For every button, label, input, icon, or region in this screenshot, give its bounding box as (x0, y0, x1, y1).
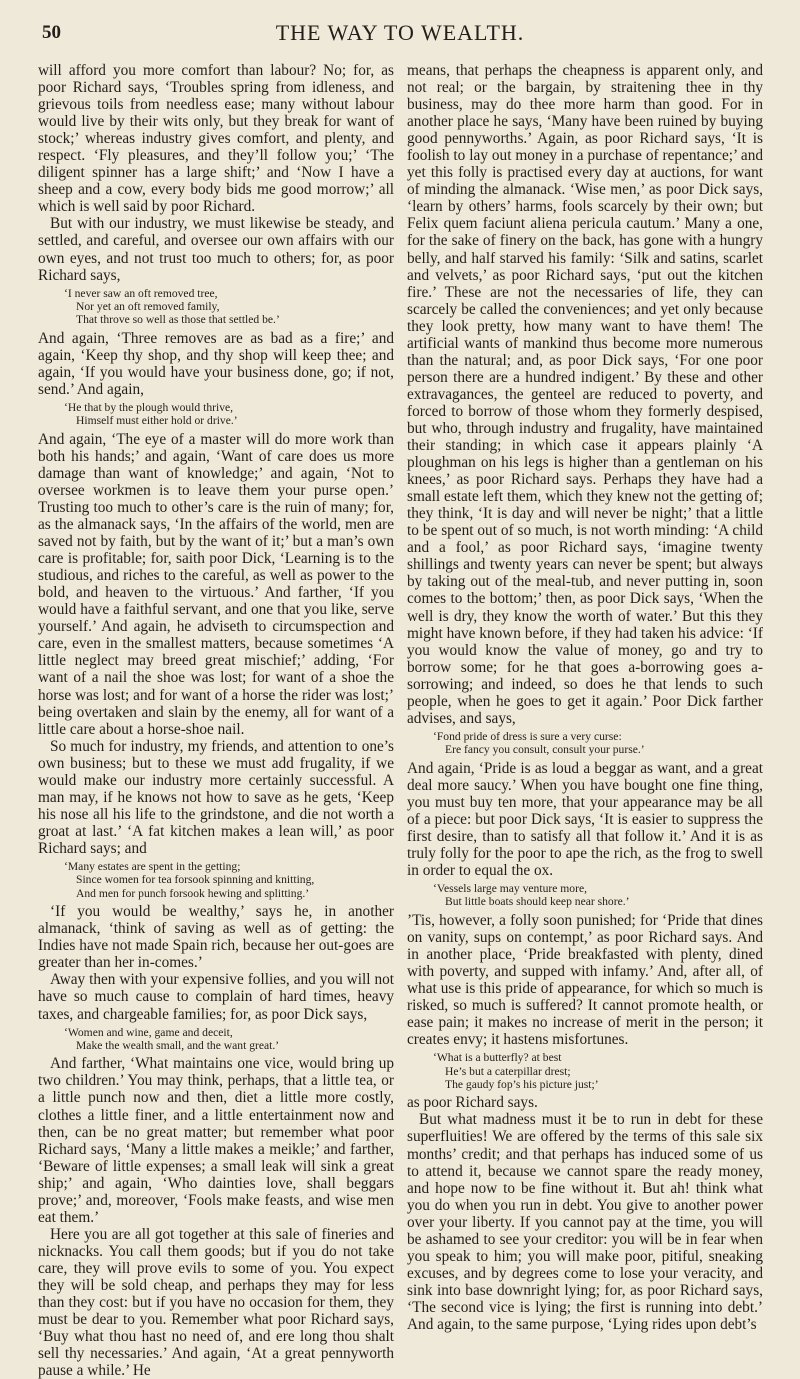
paragraph: as poor Richard says. (407, 1094, 538, 1112)
verse-line: ‘He that by the plough would thrive, (64, 401, 234, 415)
verse-quote (407, 730, 763, 757)
verse-line: That throve so well as those that settled be.’ (76, 313, 280, 327)
paragraph: But what madness must it be to run in debt for these superfluities! We are offered by the terms of this sale six months’ credit; and that perhaps has induced some of us to attend it, because we cannot spare the ready money, and hope now to be fine without it. But ah! think what you do when you run in debt. You give to another power over your liberty. If you cannot pay at the time, you will be ashamed to see your creditor: you will be in fear when you speak to him; you will make poor, pitiful, sneaking excuses, and by degrees come to lose your veracity, and sink into base downright lying; for, as poor Richard says, ‘The second vice is lying; the first is running into debt.’ And again, to the same purpose, ‘Lying rides upon debt’s (407, 1111, 763, 1333)
verse-line: ‘What is a butterfly? at best (433, 1051, 562, 1065)
verse-quote (407, 882, 763, 909)
verse-line: The gaudy fop’s his picture just;’ (445, 1077, 599, 1091)
paragraph: will afford you more comfort than labour? No; for, as poor Richard says, ‘Troubles spring from idleness, and grievous toils from needless ease; many without labour would live by their wits only, but they break for want of stock;’ whereas industry gives comfort, and plenty, and respect. ‘Fly pleasures, and they’ll follow you;’ ‘The diligent spinner has a large shift;’ and ‘Now I have a sheep and a cow, every body bids me good morrow;’ all which is well said by poor Richard. (38, 62, 394, 216)
paragraph: ’Tis, however, a folly soon punished; for ‘Pride that dines on vanity, sups on contempt,’ as poor Richard says. And in another place, ‘Pride breakfasted with plenty, dined with poverty, and supped with infamy.’ And, after all, of what use is this pride of appearance, for which so much is risked, so much is suffered? It cannot promote health, or ease pain; it makes no increase of merit in the person; it creates envy; it hastens misfortunes. (407, 911, 763, 1049)
paragraph: And farther, ‘What maintains one vice, would bring up two children.’ You may think, perhaps, that a little tea, or a little punch now and then, diet a little more costly, clothes a little finer, and a little entertainment now and then, can be no great matter; but remember what poor Richard says, ‘Many a little makes a meikle;’ and farther, ‘Beware of little expenses; a small leak will sink a great ship;’ and again, ‘Who dainties love, shall beggars prove;’ and, moreover, ‘Fools make feasts, and wise men eat them.’ (38, 1055, 394, 1226)
left-column (38, 62, 394, 1379)
verse-line: ‘Women and wine, game and deceit, (64, 1025, 233, 1039)
paragraph: And again, ‘Pride is as loud a beggar as want, and a great deal more saucy.’ When you have bought one fine thing, you must buy ten more, that your appearance may be all of a piece: but poor Dick says, ‘It is easier to suppress the first desire, than to satisfy all that follow it.’ And it is as truly folly for the poor to ape the rich, as the frog to swell in order to equal the ox. (407, 759, 763, 879)
verse-line: Nor yet an oft removed family, (76, 300, 220, 314)
running-title: THE WAY TO WEALTH. (275, 20, 525, 45)
paragraph: means, that perhaps the cheapness is apparent only, and not real; or the bargain, by straitening thee in thy business, may do thee more harm than good. For in another place he says, ‘Many have been ruined by buying good pennyworths.’ Again, as poor Richard says, ‘It is foolish to lay out money in a purchase of repentance;’ and yet this folly is practised every day at auctions, for want of minding the almanack. ‘Wise men,’ as poor Dick says, ‘learn by others’ harms, fools scarcely by their own; but Felix quem faciunt aliena pericula cautum.’ Many a one, for the sake of finery on the back, has gone with a hungry belly, and half starved his family: ‘Silk and satins, scarlet and velvets,’ as poor Richard says, ‘put out the kitchen fire.’ These are not the necessaries of life, they can scarcely be called the conveniences; and yet only because they look pretty, how many want to have them! The artificial wants of mankind thus become more numerous than the natural; and, as poor Dick says, ‘For one poor person there are a hundred indigent.’ By these and other extravagances, the genteel are reduced to poverty, and forced to borrow of those whom they formerly despised, but who, through industry and frugality, have maintained their standing; in which case it appears plainly ‘A ploughman on his legs is higher than a gentleman on his knees,’ as poor Richard says. Perhaps they have had a small estate left them, which they knew not the getting of; they think, ‘It is day and will never be night;’ that a little to be spent out of so much, is not worth minding: ‘A child and a fool,’ as poor Richard says, ‘imagine twenty shillings and twenty years can never be spent; but always by taking out of the meal-tub, and never putting in, soon comes to the bottom;’ then, as poor Dick says, ‘When the well is dry, they know the worth of water.’ But this they might have known before, if they had taken his advice: ‘If you would know the value of money, go and try to borrow some; for he that goes a-borrowing goes a-sorrowing; and indeed, so does he that lends to such people, when he goes to get it again.’ Poor Dick farther advises, and says, (407, 62, 763, 727)
verse-line: Since women for tea forsook spinning and knitting, (76, 873, 315, 887)
verse-line: But little boats should keep near shore.’ (445, 895, 630, 909)
right-column (407, 62, 763, 1333)
paragraph: ‘If you would be wealthy,’ says he, in another almanack, ‘think of saving as well as of getting: the Indies have not made Spain rich, because her out-goes are greater than her in-comes.’ (38, 903, 394, 972)
page-number: 50 (42, 22, 61, 43)
verse-line: ‘Fond pride of dress is sure a very curse: (433, 729, 622, 743)
verse-line: ‘Many estates are spent in the getting; (64, 860, 241, 873)
verse-quote (38, 1026, 394, 1053)
paragraph: So much for industry, my friends, and attention to one’s own business; but to these we must add frugality, if we would make our industry more certainly successful. A man may, if he knows not how to save as he gets, ‘Keep his nose all his life to the grindstone, and die not worth a groat at last.’ ‘A fat kitchen makes a lean will,’ as poor Richard says; and (38, 737, 394, 857)
paragraph: Away then with your expensive follies, and you will not have so much cause to complain of hard times, heavy taxes, and chargeable families; for, as poor Dick says, (38, 971, 394, 1023)
verse-line: And men for punch forsook hewing and splitting.’ (76, 886, 310, 900)
paragraph: And again, ‘The eye of a master will do more work than both his hands;’ and again, ‘Want of care does us more damage than want of knowledge;’ and again, ‘Not to oversee workmen is to leave them your purse open.’ Trusting too much to other’s care is the ruin of many; for, as the almanack says, ‘In the affairs of the world, men are saved not by faith, but by the want of it;’ but a man’s own care is profitable; for, saith poor Dick, ‘Learning is to the studious, and riches to the careful, as well as power to the bold, and heaven to the virtuous.’ And farther, ‘If you would have a faithful servant, and one that you like, serve yourself.’ And again, he adviseth to circumspection and care, even in the smallest matters, because sometimes ‘A little neglect may breed great mischief;’ adding, ‘For want of a nail the shoe was lost; for want of a shoe the horse was lost; and for want of a horse the rider was lost;’ being overtaken and slain by the enemy, all for want of a little care about a horse-shoe nail. (38, 430, 394, 738)
verse-line: Make the wealth small, and the want great.’ (76, 1038, 280, 1052)
verse-line: He’s but a caterpillar drest; (445, 1064, 571, 1078)
verse-line: Himself must either hold or drive.’ (76, 414, 238, 428)
paragraph: Here you are all got together at this sale of fineries and nicknacks. You call them goods; but if you do not take care, they will prove evils to some of you. You expect they will be sold cheap, and perhaps they may for less than they cost: but if you have no occasion for them, they must be dear to you. Remember what poor Richard says, ‘Buy what thou hast no need of, and ere long thou shalt sell thy necessaries.’ And again, ‘At a great pennyworth pause a while.’ He (38, 1225, 394, 1379)
paragraph: And again, ‘Three removes are as bad as a fire;’ and again, ‘Keep thy shop, and thy shop will keep thee; and again, ‘If you would have your business done, go; if not, send.’ And again, (38, 329, 394, 398)
verse-line: Ere fancy you consult, consult your purse.’ (445, 743, 645, 757)
verse-line: ‘Vessels large may venture more, (433, 881, 587, 895)
verse-quote (38, 860, 394, 900)
verse-quote (407, 1051, 763, 1091)
verse-quote (38, 287, 394, 327)
verse-line: ‘I never saw an oft removed tree, (64, 286, 218, 300)
paragraph: But with our industry, we must likewise be steady, and settled, and careful, and oversee our own affairs with our own eyes, and not trust too much to others; for, as poor Richard says, (38, 215, 394, 284)
verse-quote (38, 401, 394, 428)
